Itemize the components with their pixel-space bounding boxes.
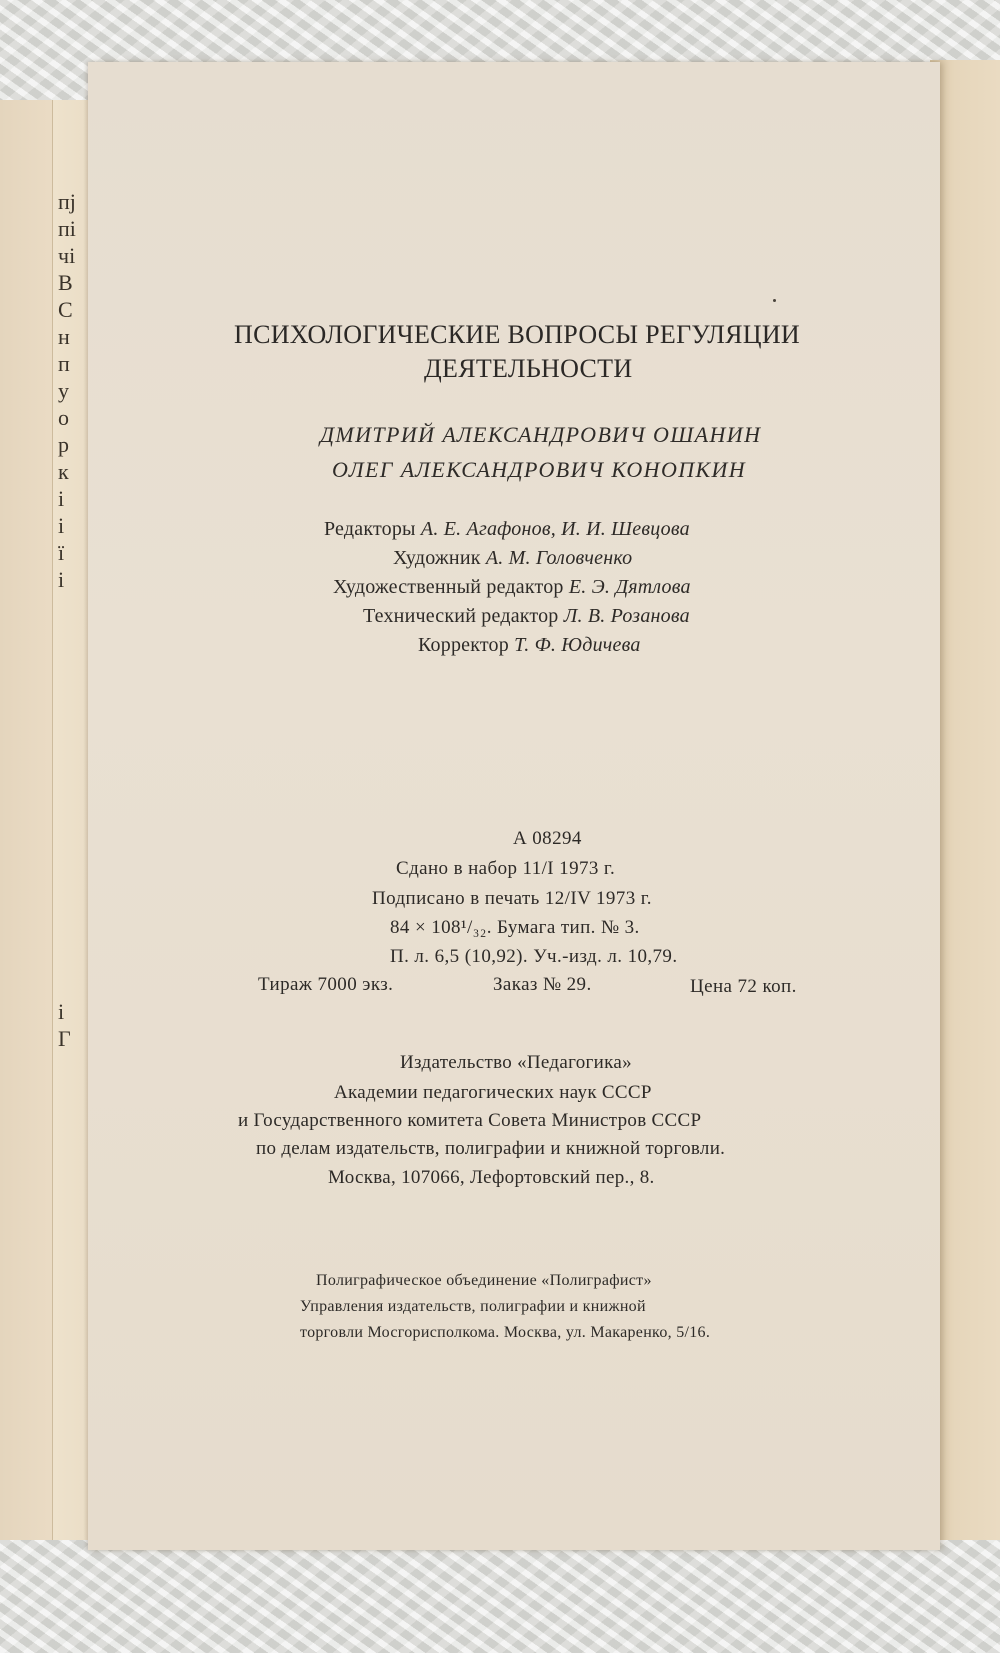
imprint-sheets: П. л. 6,5 (10,92). Уч.-изд. л. 10,79. xyxy=(390,946,678,967)
previous-page-fragment-line xyxy=(58,620,88,647)
previous-page-fragment-line xyxy=(58,647,88,674)
previous-page-fragment-line xyxy=(58,755,88,782)
previous-page-fragment-line xyxy=(58,971,88,998)
credit-artist xyxy=(393,547,632,570)
previous-page-fragment-line: і xyxy=(58,999,65,1024)
previous-page-fragment-line xyxy=(58,593,88,620)
previous-page xyxy=(0,100,96,1540)
previous-page-fragment-line xyxy=(58,728,88,755)
imprint-sent-to-typesetting: Сдано в набор 11/I 1973 г. xyxy=(396,858,616,879)
previous-page-fragment-line: пі xyxy=(58,216,76,241)
publisher-line-2: Академии педагогических наук СССР xyxy=(334,1082,652,1103)
previous-page-fragment-line xyxy=(58,701,88,728)
imprint-format: 84 × 108¹/₃₂. Бумага тип. № 3. xyxy=(390,917,640,938)
credit-name: А. Е. Агафонов, И. И. Шевцова xyxy=(420,518,690,540)
previous-page-text-fragment xyxy=(58,188,88,1052)
book-title-line-1: ПСИХОЛОГИЧЕСКИЕ ВОПРОСЫ РЕГУЛЯЦИИ xyxy=(234,320,801,349)
imprint-code: А 08294 xyxy=(513,828,582,849)
previous-page-fragment-line: С xyxy=(58,297,73,322)
previous-page-fragment-line xyxy=(58,863,88,890)
credit-name: Л. В. Розанова xyxy=(563,605,690,627)
previous-page-fragment-line: у xyxy=(58,378,69,403)
previous-page-fragment-line: В xyxy=(58,270,73,295)
previous-page-fragment-line: п xyxy=(58,351,70,376)
credit-role: Технический редактор xyxy=(363,605,559,627)
previous-page-fragment-line xyxy=(58,809,88,836)
previous-page-fragment-line: і xyxy=(58,567,65,592)
imprint-signed-for-print: Подписано в печать 12/IV 1973 г. xyxy=(372,888,652,909)
paper-speck xyxy=(773,299,776,302)
credit-role: Корректор xyxy=(418,634,509,656)
imprint-print-run: Тираж 7000 экз. xyxy=(258,974,394,995)
previous-page-fragment-line xyxy=(58,836,88,863)
previous-page-fragment-line xyxy=(58,890,88,917)
book-page-edges xyxy=(930,60,1000,1540)
publisher-line-5: Москва, 107066, Лефортовский пер., 8. xyxy=(328,1167,655,1188)
credit-tech-editor xyxy=(363,605,690,628)
imprint-price: Цена 72 коп. xyxy=(690,976,797,997)
previous-page-fragment-line xyxy=(58,674,88,701)
previous-page-fragment-line: чі xyxy=(58,243,76,268)
author-2: ОЛЕГ АЛЕКСАНДРОВИЧ КОНОПКИН xyxy=(332,457,747,482)
publisher-line-1: Издательство «Педагогика» xyxy=(400,1052,632,1073)
previous-page-fragment-line xyxy=(58,917,88,944)
printer-line-1: Полиграфическое объединение «Полиграфист» xyxy=(316,1272,652,1289)
credit-role: Художник xyxy=(393,547,481,569)
imprint-order: Заказ № 29. xyxy=(493,974,592,995)
credit-art-editor xyxy=(333,576,691,599)
printer-line-2: Управления издательств, полиграфии и книжной xyxy=(300,1298,646,1315)
colophon-page xyxy=(88,62,940,1550)
previous-page-fragment-line: і xyxy=(58,513,65,538)
previous-page-fragment-line: р xyxy=(58,432,69,457)
previous-page-fragment-line xyxy=(58,944,88,971)
book-title-line-2: ДЕЯТЕЛЬНОСТИ xyxy=(424,354,633,383)
previous-page-fragment-line: к xyxy=(58,459,69,484)
previous-page-fragment-line: ї xyxy=(58,540,65,565)
credit-proofreader xyxy=(418,634,641,657)
colophon-content xyxy=(88,62,940,1550)
printer-line-3: торговли Мосгорисполкома. Москва, ул. Макаренко, 5/16. xyxy=(300,1324,711,1341)
previous-page-fragment-line xyxy=(58,782,88,809)
previous-page-fragment-line: і xyxy=(58,486,65,511)
credit-role: Художественный редактор xyxy=(333,576,564,598)
previous-page-fragment-line: пј xyxy=(58,189,76,214)
credit-name: Е. Э. Дятлова xyxy=(568,576,691,598)
credit-name: А. М. Головченко xyxy=(485,547,633,569)
previous-page-fragment-line: Г xyxy=(58,1026,71,1051)
previous-page-fragment-line: н xyxy=(58,324,70,349)
credit-role: Редакторы xyxy=(324,518,416,540)
credit-name: Т. Ф. Юдичева xyxy=(514,634,641,656)
publisher-line-3: и Государственного комитета Совета Министров СССР xyxy=(238,1110,702,1131)
publisher-line-4: по делам издательств, полиграфии и книжной торговли. xyxy=(256,1138,726,1159)
previous-page-fragment-line: о xyxy=(58,405,69,430)
credit-editors xyxy=(324,518,690,541)
author-1: ДМИТРИЙ АЛЕКСАНДРОВИЧ ОШАНИН xyxy=(320,422,762,447)
